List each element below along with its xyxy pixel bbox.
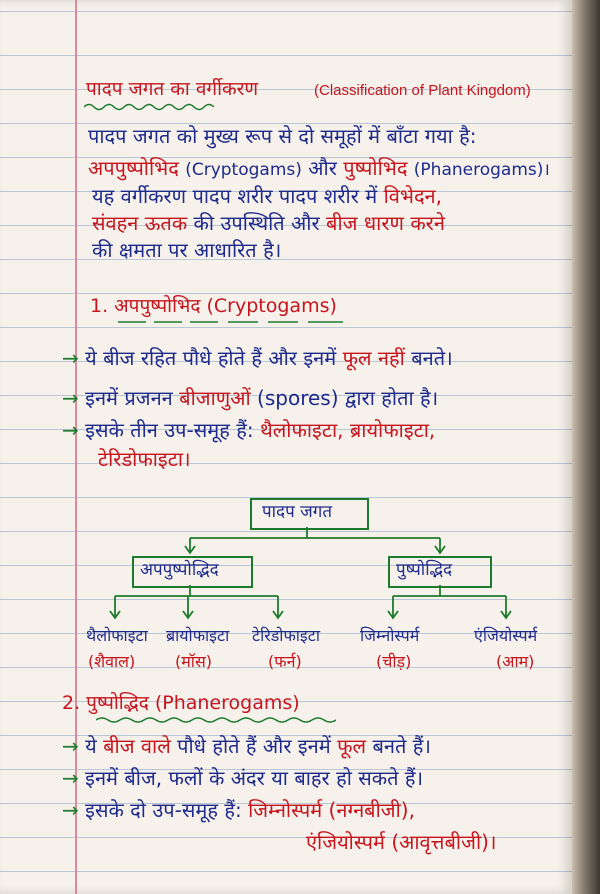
- intro-and: और: [308, 156, 337, 180]
- bullet-text-end: बनते हैं।: [372, 734, 431, 758]
- intro-line-4-text: की उपस्थिति और: [193, 211, 320, 235]
- section2-heading: 2. पुष्पोद्भिद (Phanerogams): [62, 692, 300, 714]
- leaf-gymnosperm-example: (चीड़): [376, 652, 412, 671]
- root-node-label: पादप जगत: [262, 502, 333, 522]
- gymnosperm-term: जिम्नोस्पर्म (नग्नबीजी),: [248, 798, 415, 822]
- bullet-text: इसके दो उप-समूह हैं:: [85, 798, 242, 822]
- section1-bullet-3-cont: टेरिडोफाइटा।: [98, 447, 191, 471]
- bullet-text-end: (spores) द्वारा होता है।: [257, 386, 439, 410]
- leaf-thallophyta-example: (शैवाल): [88, 652, 136, 671]
- bullet-text: इनमें बीज, फलों के अंदर या बाहर हो सकते हैं।: [85, 766, 424, 790]
- leaf-pteridophyta: टेरिडोफाइटा: [252, 626, 321, 645]
- spores-term: बीजाणुओं: [179, 386, 251, 410]
- cryptogams-english: (Cryptogams): [185, 160, 302, 180]
- section2-bullet-3: [62, 800, 415, 820]
- section2-underline: [96, 716, 336, 724]
- leaf-thallophyta: थैलोफाइटा: [86, 626, 148, 645]
- leaf-bryophyta-example: (मॉस): [175, 652, 213, 671]
- arrow-icon: →: [62, 418, 79, 442]
- bullet-text: इसके तीन उप-समूह हैं:: [85, 418, 254, 442]
- notebook-page-edge: [572, 0, 600, 894]
- right-node-label: पुष्पोद्भिद: [396, 560, 453, 580]
- leaf-gymnosperm: जिम्नोस्पर्म: [360, 626, 420, 645]
- leaf-angiosperm: एंजियोस्पर्म: [474, 626, 538, 645]
- phanerogams-english: (Phanerogams)।: [413, 160, 550, 180]
- arrow-icon: →: [62, 798, 79, 822]
- arrow-icon: →: [62, 386, 79, 410]
- bullet-text: ये: [85, 734, 97, 758]
- section2-bullet-2: [62, 768, 423, 788]
- arrow-icon: →: [62, 346, 79, 370]
- vascular-tissue-term: संवहन ऊतक: [92, 211, 188, 235]
- flowers-term: फूल: [337, 734, 367, 758]
- leaf-angiosperm-example: (आम): [496, 652, 535, 671]
- phanerogams-hindi: पुष्पोभिद: [343, 156, 408, 180]
- subgroups-list: थैलोफाइटा, ब्रायोफाइटा,: [259, 418, 436, 442]
- bullet-text: इनमें प्रजनन: [85, 386, 173, 410]
- section2-bullet-1: [62, 736, 431, 756]
- bullet-text-mid: पौधे होते हैं और इनमें: [177, 734, 331, 758]
- cryptogams-hindi: अपपुष्पोभिद: [88, 156, 179, 180]
- intro-line-3-text: यह वर्गीकरण पादप शरीर पादप शरीर में: [92, 184, 378, 208]
- seed-bearing-term: बीज धारण करने: [326, 211, 445, 235]
- bullet-text: ये बीज रहित पौधे होते हैं और इनमें: [85, 346, 337, 370]
- left-node-label: अपपुष्पोद्भिद: [140, 560, 219, 580]
- bullet-text-end: बनते।: [411, 346, 453, 370]
- arrow-icon: →: [62, 734, 79, 758]
- differentiation-term: विभेदन,: [383, 184, 443, 208]
- leaf-bryophyta: ब्रायोफाइटा: [166, 626, 230, 645]
- arrow-icon: →: [62, 766, 79, 790]
- intro-line-5: की क्षमता पर आधारित है।: [92, 238, 282, 262]
- title-hindi: पादप जगत का वर्गीकरण: [86, 78, 259, 100]
- section2-bullet-3-cont: एंजियोस्पर्म (आवृत्तबीजी)।: [306, 830, 497, 854]
- no-flowers-term: फूल नहीं: [342, 346, 405, 370]
- seed-bearing-term: बीज वाले: [103, 734, 171, 758]
- intro-line-1: पादप जगत को मुख्य रूप से दो समूहों में बाँटा गया है:: [88, 124, 477, 148]
- title-english: (Classification of Plant Kingdom): [314, 82, 531, 99]
- leaf-pteridophyta-example: (फर्न): [268, 652, 302, 671]
- section1-heading: 1. अपपुष्पोभिद (Cryptogams): [90, 295, 337, 317]
